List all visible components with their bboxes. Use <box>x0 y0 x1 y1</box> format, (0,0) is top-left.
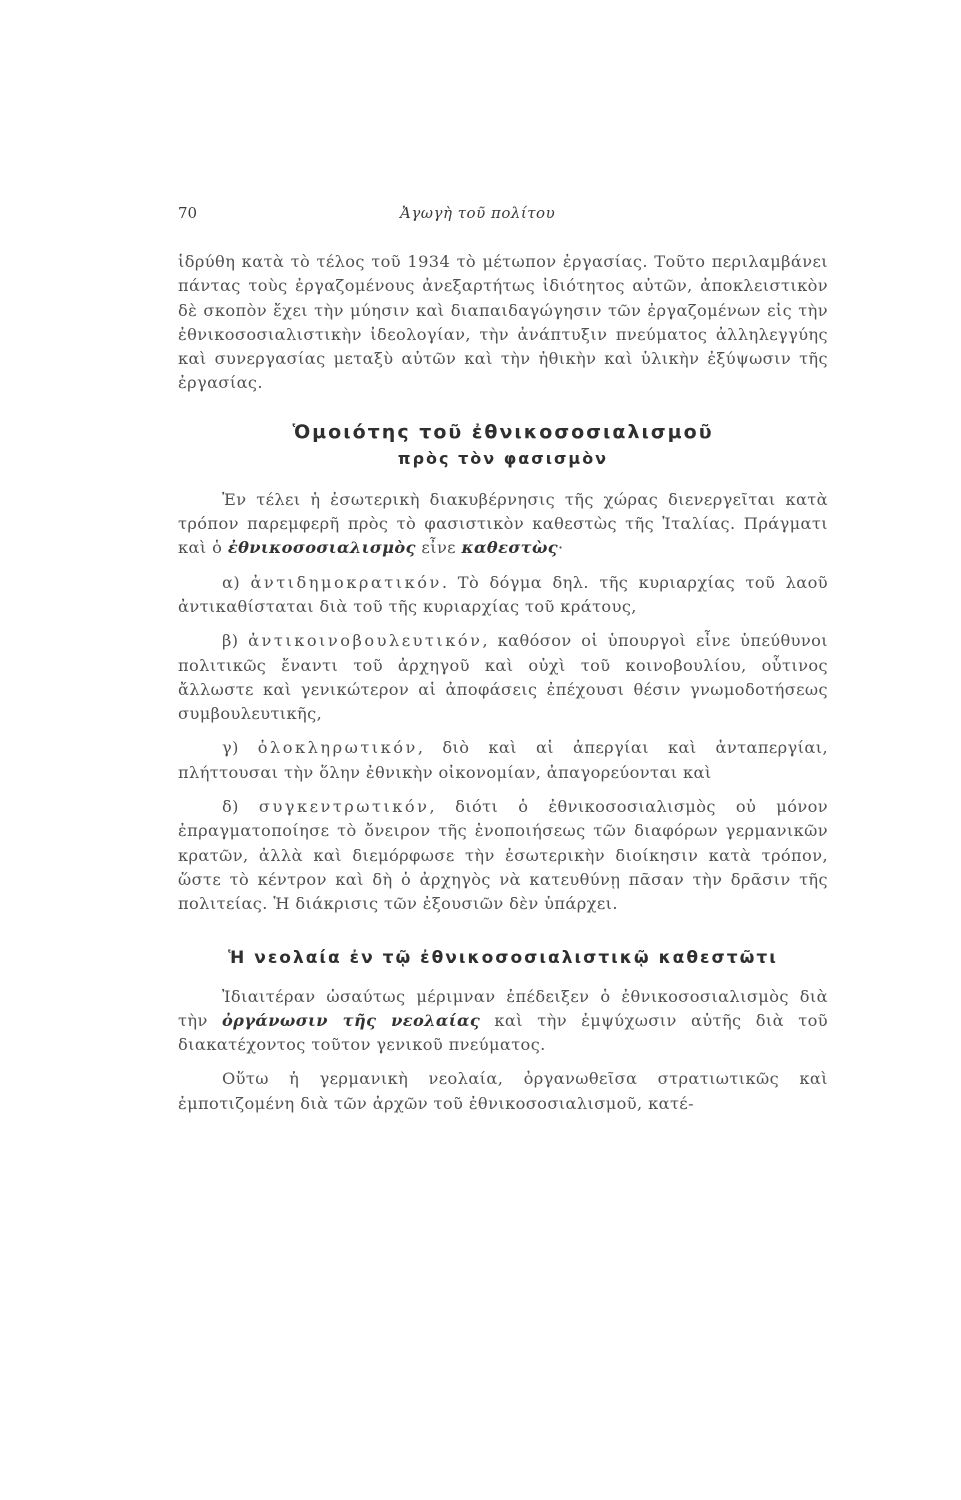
regime-paragraph-start: Ἐν τέλει ἡ ἐσωτερικὴ διακυβέρνησις τῆς χώρας διενεργεῖται κατὰ τρόπον παρεμφερῆ πρὸς τὸ φασιστικὸν καθεστὼς τῆς Ἰταλίας. Πράγματι καὶ ὁ <box>178 489 828 558</box>
section-heading-line-2: πρὸς τὸν φασισμὸν <box>397 448 609 468</box>
regime-paragraph-mid: εἶνε <box>415 538 462 558</box>
item-d-term: συγκεντρωτικόν <box>258 797 430 817</box>
emphasis-national-socialism: ἐθνικοσοσιαλισμὸς <box>227 538 416 558</box>
section-heading-line-1: Ὁμοιότης τοῦ ἐθνικοσοσιαλισμοῦ <box>292 420 714 443</box>
page-header <box>178 196 828 228</box>
list-item-b <box>178 629 828 726</box>
youth-paragraph-1-start: Ἰδιαιτέραν ὡσαύτως μέριμναν ἐπέδειξεν ὁ ἐθνικοσοσιαλισμὸς διὰ τὴν <box>178 986 828 1030</box>
youth-paragraph-1 <box>178 985 828 1058</box>
list-item-c <box>178 736 828 785</box>
item-c-term: ὁλοκληρωτικόν <box>257 738 418 758</box>
item-b-text: , καθόσον οἱ ὑπουργοὶ εἶνε ὑπεύθυνοι πολιτικῶς ἔναντι τοῦ ἀρχηγοῦ καὶ οὐχὶ τοῦ κοινοβουλίου, οὗτινος ἄλλωστε καὶ γενικώτερον αἱ ἀποφάσεις ἐπέχουσι θέσιν γνωμοδοτήσεως συμβουλευτικῆς, <box>178 631 828 724</box>
item-d-label: δ) <box>222 797 259 817</box>
section-heading-youth: Ἡ νεολαία ἐν τῷ ἐθνικοσοσιαλιστικῷ καθεστῶτι <box>228 947 778 968</box>
page-number: 70 <box>178 204 198 222</box>
emphasis-regime: καθεστὼς <box>461 538 559 558</box>
intro-paragraph: ἱδρύθη κατὰ τὸ τέλος τοῦ 1934 τὸ μέτωπον ἐργασίας. Τοῦτο περιλαμβάνει πάντας τοὺς ἐργαζομένους ἀνεξαρτήτως ἰδιότητος αὐτῶν, ἀποκλειστικὸν δὲ σκοπὸν ἔχει τὴν μύησιν καὶ διαπαιδαγώγησιν τῶν ἐργαζομένων εἰς τὴν ἐθνικοσοσιαλιστικὴν ἰδεολογίαν, τὴν ἀνάπτυξιν πνεύματος ἀλληλεγγύης καὶ συνεργασίας μεταξὺ αὐτῶν καὶ τὴν ἠθικὴν καὶ ὑλικὴν ἐξύψωσιν τῆς ἐργασίας. <box>178 252 828 393</box>
item-a-text: . Τὸ δόγμα δηλ. τῆς κυριαρχίας τοῦ λαοῦ ἀντικαθίσταται διὰ τοῦ τῆς κυριαρχίας τοῦ κράτους, <box>178 572 829 616</box>
item-b-term: ἀντικοινοβουλευτικόν <box>248 631 483 651</box>
running-title: Ἀγωγὴ τοῦ πολίτου <box>400 204 556 222</box>
emphasis-youth-organization: ὀργάνωσιν τῆς νεολαίας <box>221 1010 481 1030</box>
book-page <box>178 196 828 1116</box>
item-b-label: β) <box>222 631 249 651</box>
item-c-label: γ) <box>222 738 258 758</box>
youth-paragraph-1-end: καὶ τὴν ἐμψύχωσιν αὐτῆς διὰ τοῦ διακατέχοντος τοῦτον γενικοῦ πνεύματος. <box>178 1010 828 1055</box>
regime-paragraph <box>178 488 828 561</box>
list-item-a <box>178 571 828 620</box>
item-d-text: , διότι ὁ ἐθνικοσοσιαλισμὸς οὐ μόνον ἐπραγματοποίησε τὸ ὄνειρον τῆς ἑνοποιήσεως τῶν διαφόρων γερμανικῶν κρατῶν, ἀλλὰ καὶ διεμόρφωσε τὴν ἐσωτερικὴν διοίκησιν κατὰ τρόπον, ὥστε τὸ κέντρον καὶ δὴ ὁ ἀρχηγὸς νὰ κατευθύνῃ πᾶσαν τὴν δρᾶσιν τῆς πολιτείας. Ἡ διάκρισις τῶν ἐξουσιῶν δὲν ὑπάρχει. <box>178 797 828 914</box>
item-a-label: α) <box>222 572 251 592</box>
item-a-term: ἀντιδημοκρατικόν <box>250 572 442 592</box>
list-item-d <box>178 795 828 916</box>
item-c-text: , διὸ καὶ αἱ ἀπεργίαι καὶ ἀνταπεργίαι, πλήττουσαι τὴν ὅλην ἐθνικὴν οἰκονομίαν, ἀπαγορεύονται καὶ <box>178 738 828 782</box>
youth-paragraph-2: Οὕτω ἡ γερμανικὴ νεολαία, ὀργανωθεῖσα στρατιωτικῶς καὶ ἐμποτιζομένη διὰ τῶν ἀρχῶν τοῦ ἐθνικοσοσιαλισμοῦ, κατέ- <box>178 1069 828 1113</box>
regime-paragraph-end: · <box>558 538 564 558</box>
section-heading-fascism <box>178 418 828 472</box>
